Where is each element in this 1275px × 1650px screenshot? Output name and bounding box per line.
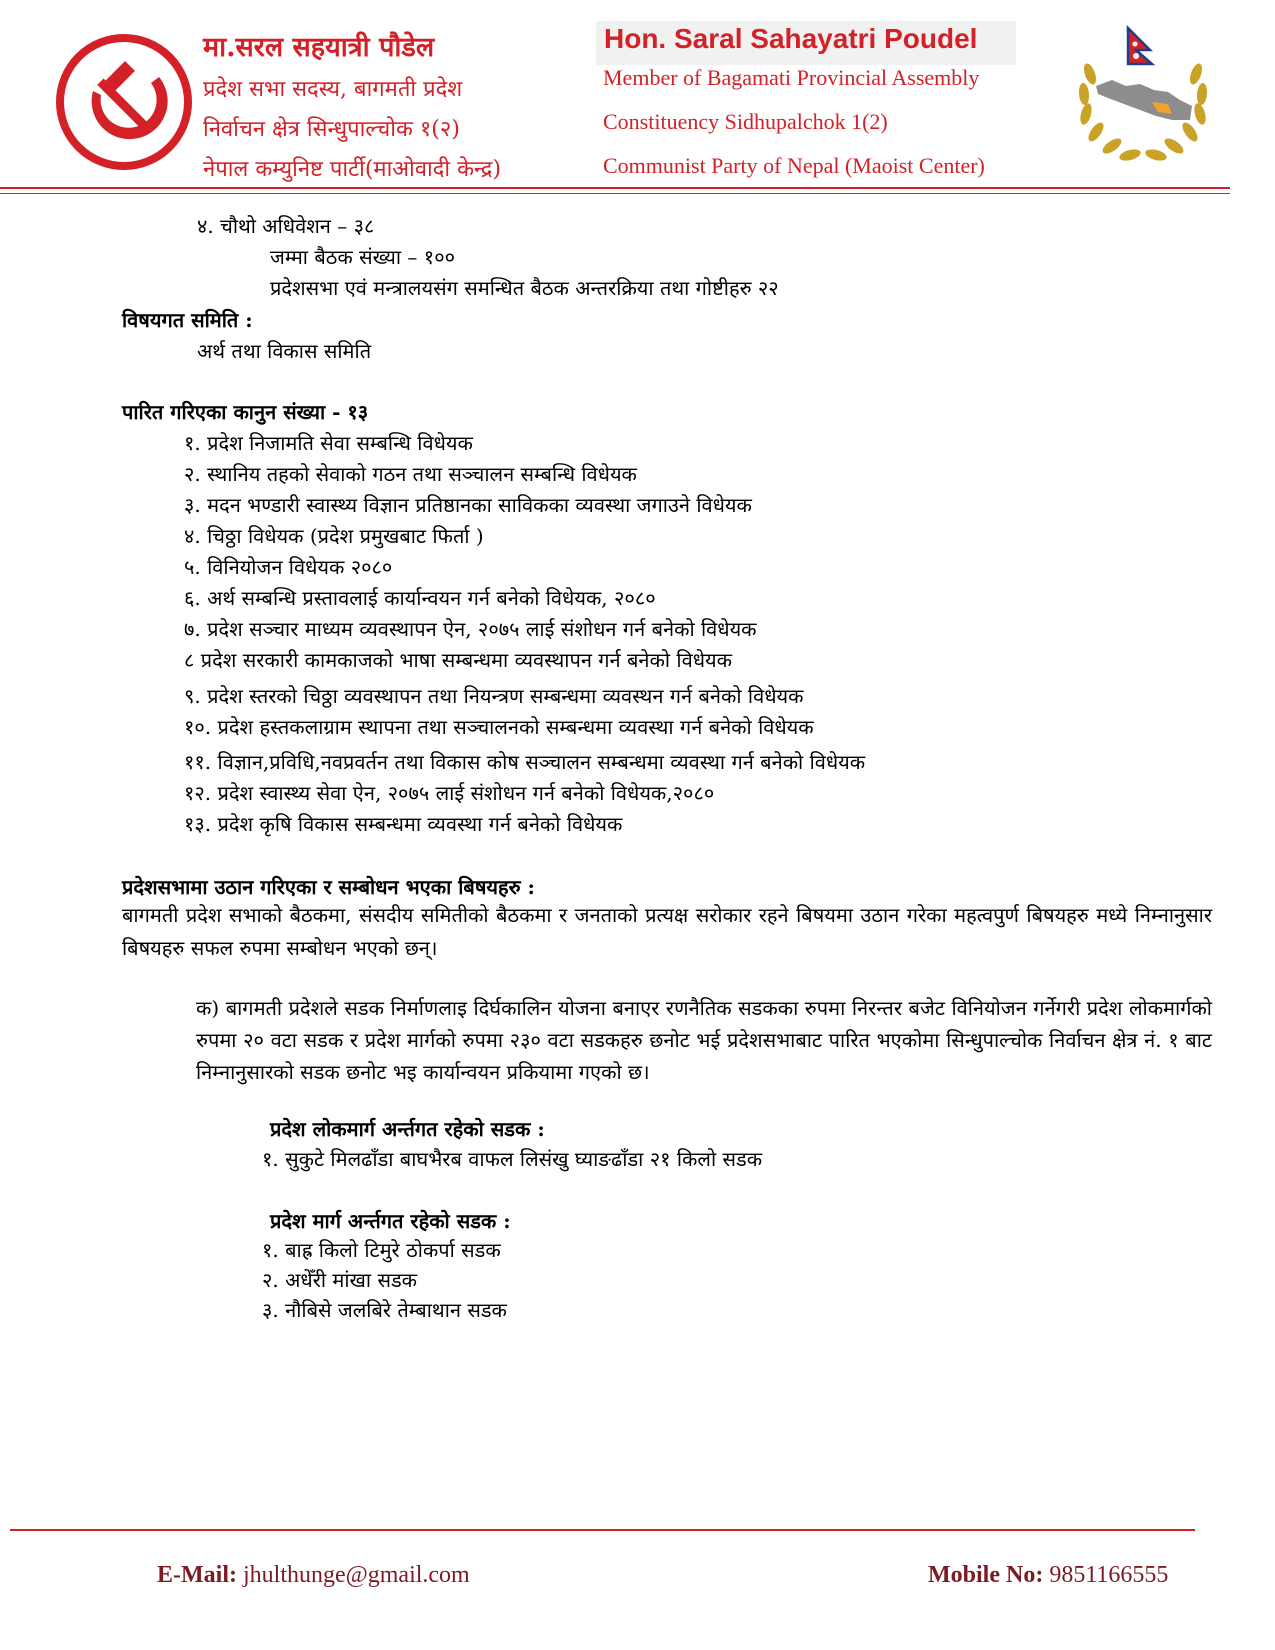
nepal-map-emblem-icon — [1068, 24, 1218, 170]
session-line-3: प्रदेशसभा एवं मन्त्रालयसंग समन्धित बैठक अन्तरक्रिया तथा गोष्टीहरु २२ — [270, 276, 779, 300]
marg-item: २. अधेँरी मांखा सडक — [262, 1268, 418, 1292]
laws-heading: पारित गरिएका कानुन संख्या - १३ — [122, 400, 369, 424]
law-item: ६. अर्थ सम्बन्धि प्रस्तावलाई कार्यान्वयन गर्न बनेको विधेयक, २०८० — [184, 586, 656, 610]
lokmarg-heading: प्रदेश लोकमार्ग अर्न्तगत रहेको सडक : — [270, 1117, 545, 1141]
committee-heading: विषयगत समिति : — [122, 308, 253, 332]
party-english: Communist Party of Nepal (Maoist Center) — [603, 153, 985, 178]
issues-paragraph: बागमती प्रदेश सभाको बैठकमा, संसदीय समितीको बैठकमा र जनताको प्रत्यक्ष सरोकार रहने बिषयमा उठान गरेका महत्वपुर्ण बिषयहरु मध्ये निम्नानुसार बिषयहरु सफल रुपमा सम्बोधन भएको छन्। — [122, 903, 1212, 960]
mobile-number: 9851166555 — [1049, 1562, 1169, 1588]
law-item: १. प्रदेश निजामति सेवा सम्बन्धि विधेयक — [184, 431, 473, 455]
header-divider-thin — [0, 193, 1230, 194]
hammer-sickle-icon — [55, 33, 193, 171]
law-item: ११. विज्ञान,प्रविधि,नवप्रवर्तन तथा विकास कोष सञ्चालन सम्बन्धमा व्यवस्था गर्न बनेको विधेयक — [184, 750, 866, 774]
footer-divider — [10, 1529, 1195, 1531]
marg-item: १. बाह्र किलो टिमुरे ठोकर्पा सडक — [262, 1238, 501, 1262]
law-item: ७. प्रदेश सञ्चार माध्यम व्यवस्थापन ऐन, २०७५ लाई संशोधन गर्न बनेको विधेयक — [184, 617, 757, 641]
member-title-english: Member of Bagamati Provincial Assembly — [603, 65, 980, 90]
law-item: १३. प्रदेश कृषि विकास सम्बन्धमा व्यवस्था गर्न बनेको विधेयक — [184, 812, 623, 836]
marg-item: ३. नौबिसे जलबिरे तेम्बाथान सडक — [262, 1298, 507, 1322]
law-item: १२. प्रदेश स्वास्थ्य सेवा ऐन, २०७५ लाई संशोधन गर्न बनेको विधेयक,२०८० — [184, 781, 715, 805]
issues-point-a: क) बागमती प्रदेशले सडक निर्माणलाइ दिर्घकालिन योजना बनाएर रणनैतिक सडकका रुपमा निरन्तर बजेट विनियोजन गर्नेगरी प्रदेश लोकमार्गको रुपमा २० वटा सडक र प्रदेश मार्गको रुपमा २३० वटा सडकहरु छनोट भई प्रदेशसभाबाट पारित भएकोमा सिन्धुपाल्चोक निर्वाचन क्षेत्र नं. १ बाट निम्नानुसारको सडक छनोट भइ कार्यान्वयन प्रकियामा गएको छ। — [196, 996, 1212, 1084]
member-name-nepali: मा.सरल सहयात्री पौडेल — [203, 32, 435, 63]
lokmarg-item: १. सुकुटे मिलढाँडा बाघभैरब वाफल लिसंखु घ्याङढाँडा २१ किलो सडक — [262, 1147, 763, 1171]
law-item: १०. प्रदेश हस्तकलाग्राम स्थापना तथा सञ्चालनको सम्बन्धमा व्यवस्था गर्न बनेको विधेयक — [184, 715, 814, 739]
law-item: ४. चिठ्ठा विधेयक (प्रदेश प्रमुखबाट फिर्ता ) — [184, 524, 484, 548]
law-item: ९. प्रदेश स्तरको चिठ्ठा व्यवस्थापन तथा नियन्त्रण सम्बन्धमा व्यवस्थन गर्न बनेको विधेयक — [184, 684, 804, 708]
session-line-1: ४. चौथो अधिवेशन – ३८ — [197, 214, 375, 238]
footer-email — [157, 1562, 470, 1589]
email-label: E-Mail: — [157, 1562, 237, 1588]
issues-heading: प्रदेशसभामा उठान गरिएका र सम्बोधन भएका बिषयहरु : — [122, 875, 535, 899]
law-item: २. स्थानिय तहको सेवाको गठन तथा सञ्चालन सम्बन्धि विधेयक — [184, 462, 637, 486]
law-item: ३. मदन भण्डारी स्वास्थ्य विज्ञान प्रतिष्ठानका साविकका व्यवस्था जगाउने विधेयक — [184, 493, 752, 517]
email-address[interactable]: jhulthunge@gmail.com — [242, 1562, 470, 1588]
member-name-english: Hon. Saral Sahayatri Poudel — [604, 23, 978, 54]
constituency-english: Constituency Sidhupalchok 1(2) — [603, 109, 888, 134]
member-title-nepali: प्रदेश सभा सदस्य, बागमती प्रदेश — [203, 77, 463, 102]
marg-heading: प्रदेश मार्ग अर्न्तगत रहेको सडक : — [270, 1209, 511, 1233]
mobile-label: Mobile No: — [928, 1562, 1044, 1588]
session-line-2: जम्मा बैठक संख्या – १०० — [270, 245, 455, 269]
constituency-nepali: निर्वाचन क्षेत्र सिन्धुपाल्चोक १(२) — [203, 117, 460, 142]
law-item: ८ प्रदेश सरकारी कामकाजको भाषा सम्बन्धमा व्यवस्थापन गर्न बनेको विधेयक — [184, 648, 732, 672]
party-nepali: नेपाल कम्युनिष्ट पार्टी(माओवादी केन्द्र) — [203, 157, 502, 182]
header-divider — [0, 187, 1230, 189]
committee-name: अर्थ तथा विकास समिति — [197, 339, 372, 363]
footer-mobile — [928, 1562, 1168, 1589]
law-item: ५. विनियोजन विधेयक २०८० — [184, 555, 393, 579]
